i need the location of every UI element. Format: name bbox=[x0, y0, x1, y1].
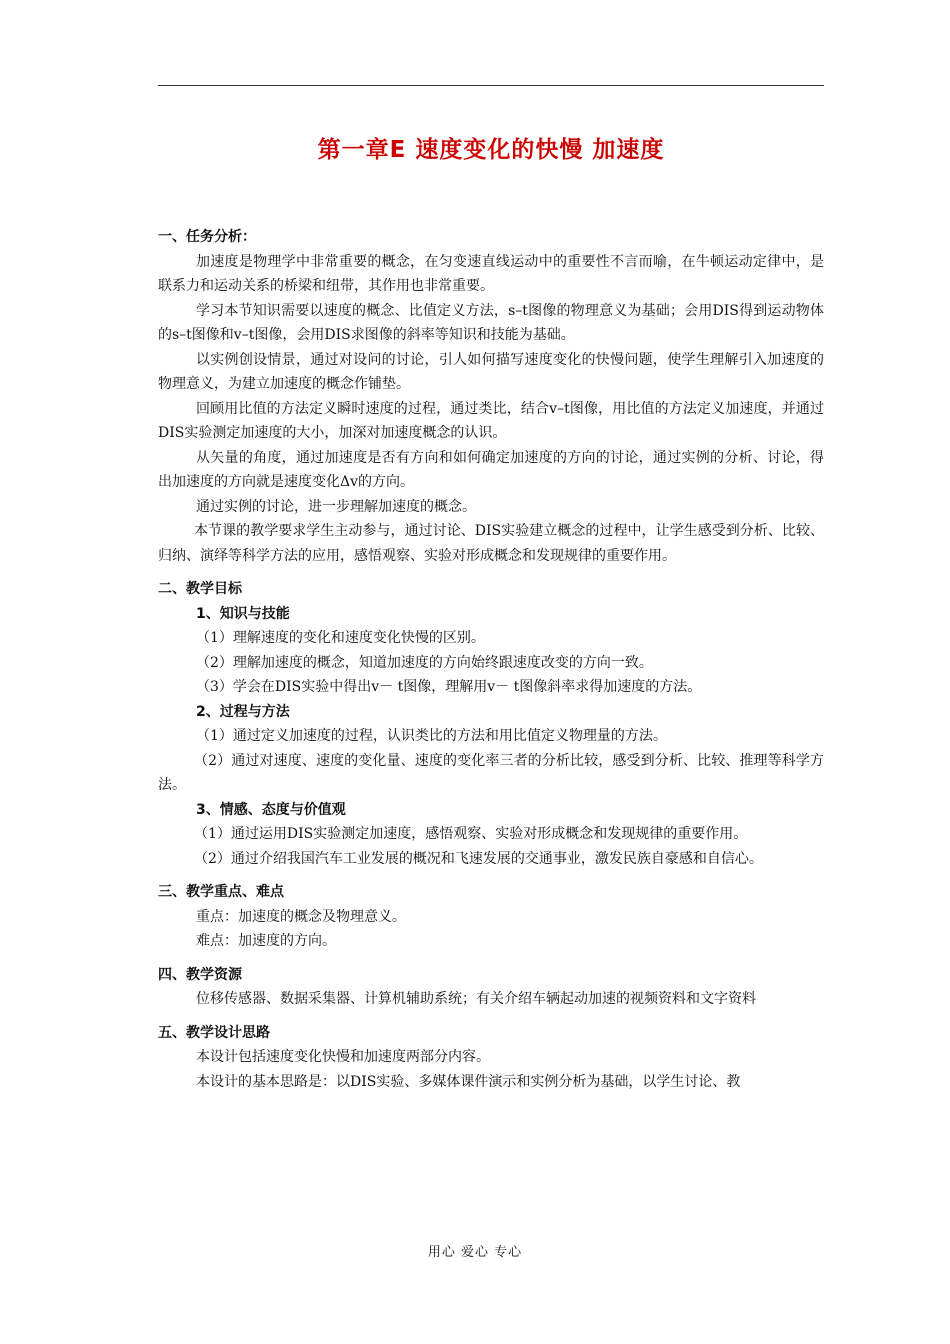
paragraph: 学习本节知识需要以速度的概念、比值定义方法，s–t图像的物理意义为基础；会用DIS得到运动物体的s–t图像和v–t图像，会用DIS求图像的斜率等知识和技能为基础。 bbox=[158, 302, 824, 343]
paragraph: 从矢量的角度，通过加速度是否有方向和如何确定加速度的方向的讨论，通过实例的分析、讨论，得出加速度的方向就是速度变化Δv的方向。 bbox=[158, 449, 824, 490]
list-item: （2）理解加速度的概念，知道加速度的方向始终跟速度改变的方向一致。 bbox=[196, 654, 653, 671]
subsection-title: 1、知识与技能 bbox=[196, 605, 290, 622]
page-footer: 用心 爱心 专心 bbox=[427, 1245, 523, 1260]
section-heading-resources: 四、教学资源 bbox=[158, 966, 242, 983]
list-item: （2）通过对速度、速度的变化量、速度的变化率三者的分析比较，感受到分析、比较、推理等科学方法。 bbox=[158, 752, 824, 793]
document-body bbox=[158, 225, 824, 1094]
paragraph: 本设计的基本思路是：以DIS实验、多媒体课件演示和实例分析为基础，以学生讨论、教 bbox=[196, 1073, 741, 1090]
section-heading-teaching-goals: 二、教学目标 bbox=[158, 581, 242, 597]
paragraph: 回顾用比值的方法定义瞬时速度的过程，通过类比，结合v–t图像，用比值的方法定义加速度，并通过DIS实验测定加速度的大小，加深对加速度概念的认识。 bbox=[158, 400, 824, 441]
subsection-title: 2、过程与方法 bbox=[196, 703, 290, 720]
paragraph: 通过实例的讨论，进一步理解加速度的概念。 bbox=[196, 498, 476, 515]
list-item: （3）学会在DIS实验中得出v－ t图像，理解用v－ t图像斜率求得加速度的方法。 bbox=[196, 679, 702, 695]
section-heading-design-ideas: 五、教学设计思路 bbox=[158, 1024, 270, 1041]
section-heading-task-analysis: 一、任务分析： bbox=[158, 229, 256, 245]
document-title: 第一章E 速度变化的快慢 加速度 bbox=[317, 137, 665, 163]
list-item: （2）通过介绍我国汽车工业发展的概况和飞速发展的交通事业，激发民族自豪感和自信心。 bbox=[194, 850, 763, 867]
header-rule bbox=[158, 85, 824, 86]
paragraph: 本节课的教学要求学生主动参与，通过讨论、DIS实验建立概念的过程中，让学生感受到分析、比较、归纳、演绎等科学方法的应用，感悟观察、实验对形成概念和发现规律的重要作用。 bbox=[158, 523, 824, 564]
list-item: （1）通过运用DIS实验测定加速度，感悟观察、实验对形成概念和发现规律的重要作用。 bbox=[194, 826, 748, 842]
paragraph: 位移传感器、数据采集器、计算机辅助系统；有关介绍车辆起动加速的视频资料和文字资料 bbox=[196, 991, 756, 1007]
paragraph: 加速度是物理学中非常重要的概念，在匀变速直线运动中的重要性不言而喻，在牛顿运动定律中，是联系力和运动关系的桥梁和纽带，其作用也非常重要。 bbox=[158, 253, 824, 294]
paragraph: 难点：加速度的方向。 bbox=[196, 933, 336, 949]
paragraph: 以实例创设情景，通过对设问的讨论，引人如何描写速度变化的快慢问题，使学生理解引入加速度的物理意义，为建立加速度的概念作铺垫。 bbox=[158, 351, 824, 392]
list-item: （1）理解速度的变化和速度变化快慢的区别。 bbox=[196, 630, 485, 646]
section-heading-key-points: 三、教学重点、难点 bbox=[158, 884, 284, 900]
subsection-title: 3、情感、态度与价值观 bbox=[196, 801, 346, 818]
paragraph: 重点：加速度的概念及物理意义。 bbox=[196, 908, 406, 925]
paragraph: 本设计包括速度变化快慢和加速度两部分内容。 bbox=[196, 1049, 490, 1065]
list-item: （1）通过定义加速度的过程，认识类比的方法和用比值定义物理量的方法。 bbox=[196, 728, 667, 744]
